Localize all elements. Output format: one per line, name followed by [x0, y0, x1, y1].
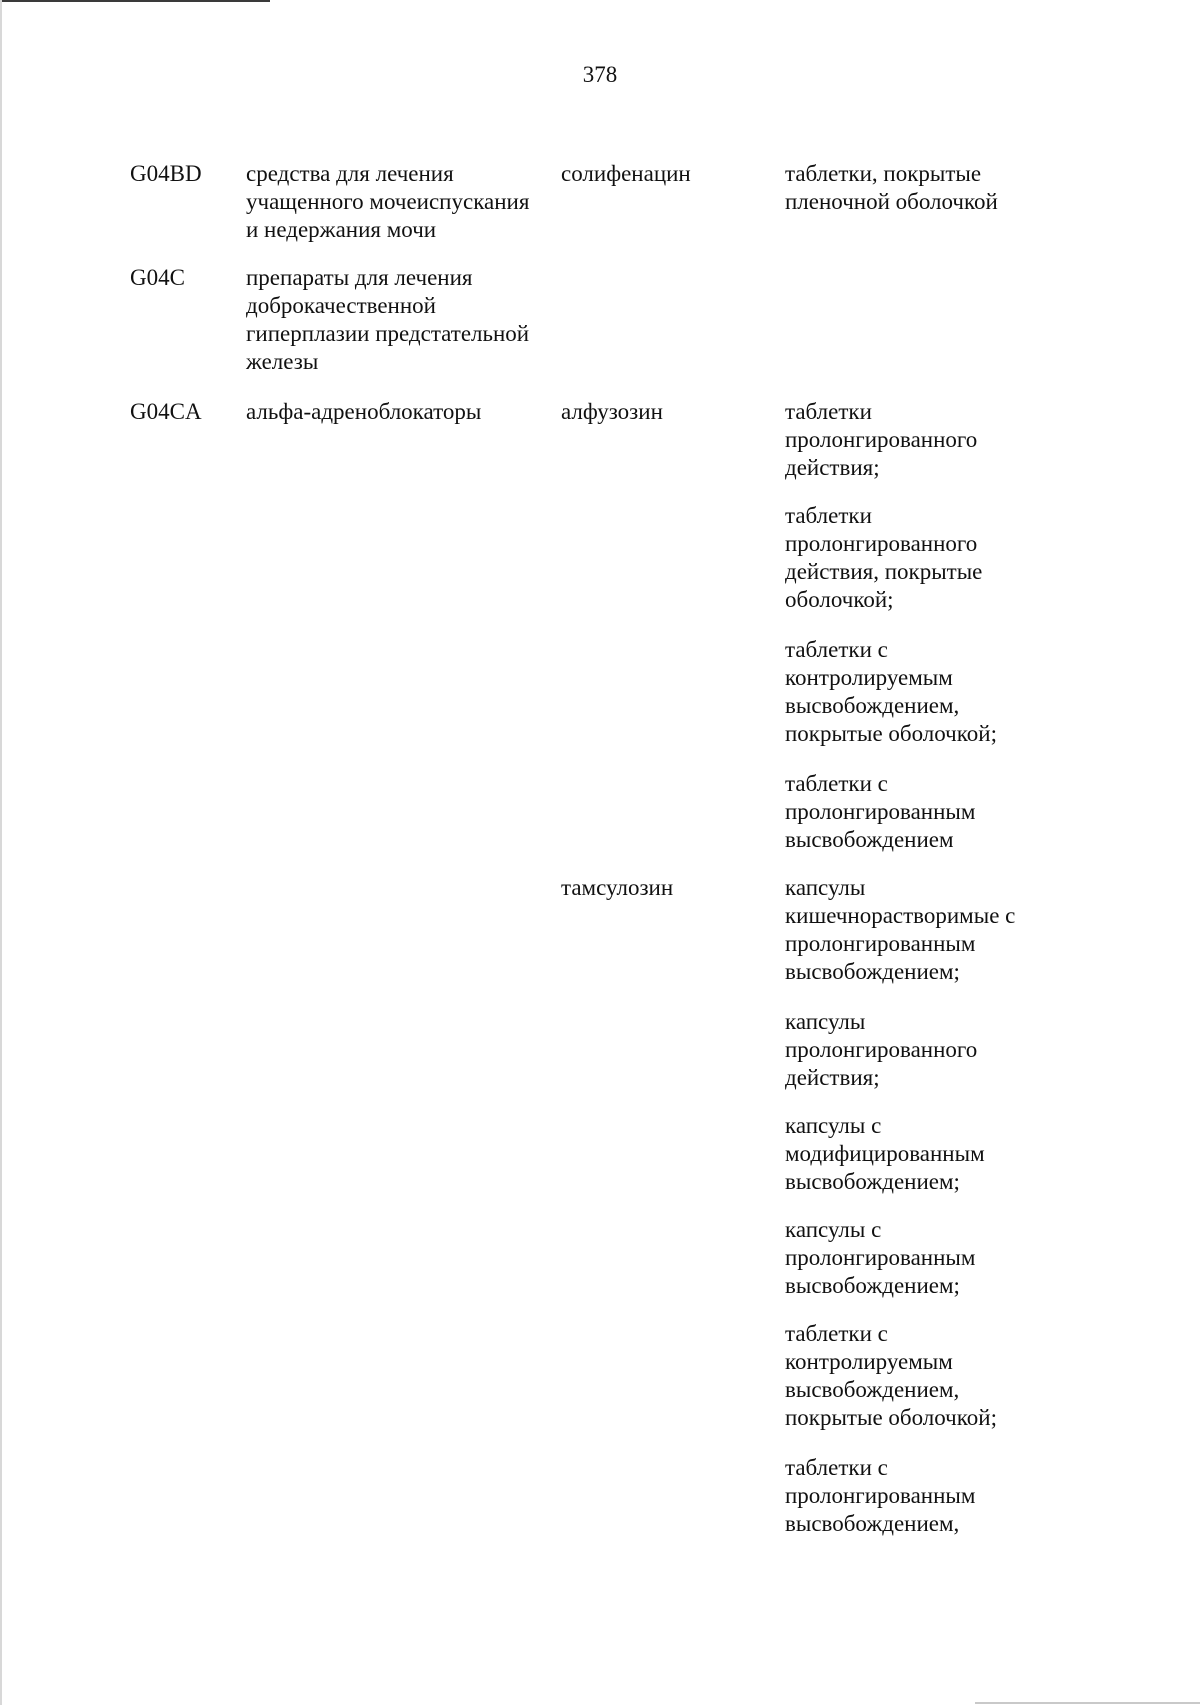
scan-edge-left: [0, 0, 2, 1705]
group-name: средства для лечения учащенного мочеиспускания и недержания мочи: [246, 161, 530, 242]
drug-name: тамсулозин: [561, 875, 674, 900]
dosage-form: капсулы с пролонгированным высвобождением;: [785, 1217, 976, 1298]
dosage-form: таблетки с контролируемым высвобождением, покрытые оболочкой;: [785, 637, 997, 746]
dosage-form: таблетки, покрытые пленочной оболочкой: [785, 161, 998, 214]
atc-code: G04C: [130, 265, 185, 290]
dosage-form: капсулы пролонгированного действия;: [785, 1009, 978, 1090]
dosage-form: таблетки с контролируемым высвобождением, покрытые оболочкой;: [785, 1321, 997, 1430]
dosage-form: таблетки пролонгированного действия, покрытые оболочкой;: [785, 503, 983, 612]
dosage-form: капсулы с модифицированным высвобождением;: [785, 1113, 985, 1194]
drug-name: алфузозин: [561, 399, 663, 424]
dosage-form: таблетки с пролонгированным высвобождением: [785, 771, 976, 852]
scan-edge-bottom: [975, 1702, 1200, 1704]
page-number: 378: [582, 62, 618, 87]
dosage-form: таблетки с пролонгированным высвобождением,: [785, 1455, 976, 1536]
dosage-form: таблетки пролонгированного действия;: [785, 399, 978, 480]
drug-name: солифенацин: [561, 161, 691, 186]
atc-code: G04BD: [130, 161, 202, 186]
scan-edge-top: [0, 0, 270, 2]
atc-code: G04CA: [130, 399, 202, 424]
group-name: препараты для лечения доброкачественной гиперплазии предстательной железы: [246, 265, 530, 374]
group-name: альфа-адреноблокаторы: [246, 399, 482, 424]
dosage-form: капсулы кишечнорастворимые с пролонгированным высвобождением;: [785, 875, 1016, 984]
